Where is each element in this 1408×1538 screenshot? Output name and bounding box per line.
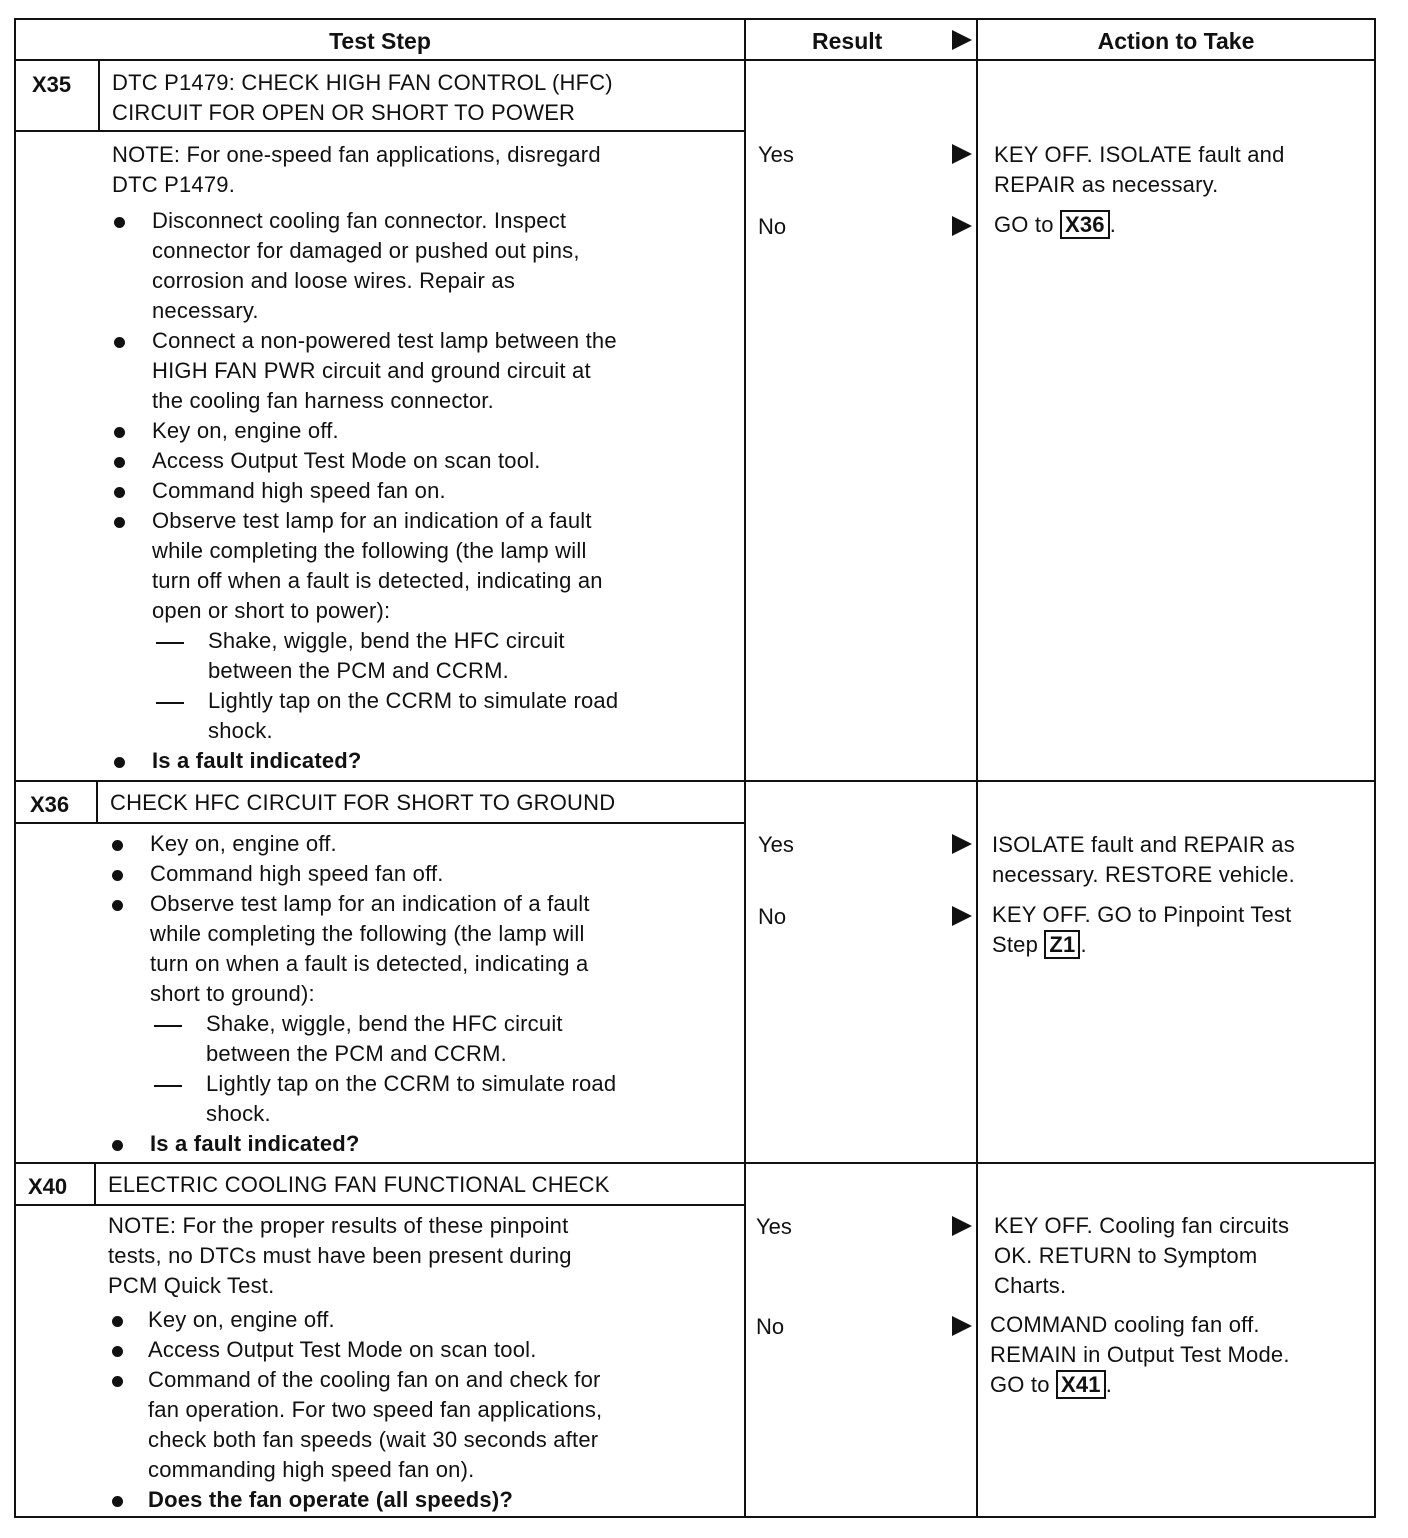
result-yes: Yes [758,142,794,167]
header-test-step: Test Step [329,28,431,54]
action-no: KEY OFF. GO to Pinpoint Test Step Z1 . [992,902,1292,957]
bullet-item: Key on, engine off. [150,831,337,856]
bullet-item: Connect a non-powered test lamp between the HIGH FAN PWR circuit and ground circuit at the cooling fan harness connector. [152,328,617,413]
bullet-item: Observe test lamp for an indication of a fault while completing the following (the lamp will turn off when a fault is detected, indicating an open or short to power): [152,508,603,623]
arrow-icon [952,216,972,236]
dash-icon [156,642,184,644]
id-divider [98,60,100,132]
bullet-icon [112,1376,123,1387]
bullet-icon [114,487,125,498]
title-rule [16,822,746,824]
bullet-icon [112,900,123,911]
header-result: Result [812,28,883,54]
id-divider [96,782,98,824]
id-divider [94,1164,96,1206]
row-rule [16,1162,1374,1164]
step-ref-x36[interactable]: X36 [1060,210,1110,239]
bullet-item: Command of the cooling fan on and check for fan operation. For two speed fan applications, check both fan speeds (wait 30 seconds after commanding high speed fan on). [148,1367,603,1482]
bullet-icon [112,1316,123,1327]
bullet-icon [112,870,123,881]
action-yes: ISOLATE fault and REPAIR as necessary. RESTORE vehicle. [992,832,1295,887]
step-id: X35 [32,72,72,97]
note: NOTE: For one-speed fan applications, disregard DTC P1479. [112,142,601,197]
bullet-item: Observe test lamp for an indication of a fault while completing the following (the lamp will turn on when a fault is detected, indicating a short to ground): [150,891,590,1006]
bullet-icon [114,337,125,348]
header-arrow-icon [952,30,972,50]
dash-icon [154,1025,182,1027]
sub-item: Shake, wiggle, bend the HFC circuit between the PCM and CCRM. [208,628,565,683]
sub-item: Lightly tap on the CCRM to simulate road shock. [208,688,619,743]
diagnostic-table [14,18,1376,1518]
bullet-icon [114,757,125,768]
divider-result [744,20,746,1516]
bullet-icon [112,1496,123,1507]
question: Is a fault indicated? [152,748,362,773]
action-yes: KEY OFF. Cooling fan circuits OK. RETURN to Symptom Charts. [994,1213,1290,1298]
bullet-icon [114,427,125,438]
bullet-icon [114,517,125,528]
sub-item: Shake, wiggle, bend the HFC circuit between the PCM and CCRM. [206,1011,563,1066]
action-yes: KEY OFF. ISOLATE fault and REPAIR as necessary. [994,142,1285,197]
result-yes: Yes [758,832,794,857]
result-no: No [758,214,787,239]
bullet-item: Access Output Test Mode on scan tool. [152,448,541,473]
result-yes: Yes [756,1214,792,1239]
bullet-item: Command high speed fan on. [152,478,446,503]
action-no: COMMAND cooling fan off. REMAIN in Output Test Mode. GO to X41 . [990,1312,1290,1397]
bullet-item: Key on, engine off. [152,418,339,443]
bullet-item: Command high speed fan off. [150,861,444,886]
result-no: No [756,1314,785,1339]
arrow-icon [952,834,972,854]
sub-item: Lightly tap on the CCRM to simulate road shock. [206,1071,617,1126]
bullet-item: Disconnect cooling fan connector. Inspect connector for damaged or pushed out pins, corrosion and loose wires. Repair as necessary. [152,208,580,323]
arrow-icon [952,144,972,164]
arrow-icon [952,906,972,926]
divider-action [976,20,978,1516]
step-title: DTC P1479: CHECK HIGH FAN CONTROL (HFC) CIRCUIT FOR OPEN OR SHORT TO POWER [112,70,613,125]
row-rule [16,780,1374,782]
arrow-icon [952,1316,972,1336]
step-ref-z1[interactable]: Z1 [1044,930,1080,959]
bullet-item: Access Output Test Mode on scan tool. [148,1337,537,1362]
title-rule [16,1204,746,1206]
title-rule [16,130,746,132]
step-id: X36 [30,792,70,817]
bullet-icon [114,217,125,228]
step-title: CHECK HFC CIRCUIT FOR SHORT TO GROUND [110,790,616,815]
bullet-icon [112,1346,123,1357]
arrow-icon [952,1216,972,1236]
bullet-icon [114,457,125,468]
question: Does the fan operate (all speeds)? [148,1487,513,1512]
header-rule [16,59,1374,61]
step-title: ELECTRIC COOLING FAN FUNCTIONAL CHECK [108,1172,610,1197]
dash-icon [156,702,184,704]
note: NOTE: For the proper results of these pinpoint tests, no DTCs must have been present during PCM Quick Test. [108,1213,572,1298]
bullet-icon [112,1140,123,1151]
result-no: No [758,904,787,929]
step-ref-x41[interactable]: X41 [1056,1370,1106,1399]
dash-icon [154,1085,182,1087]
step-id: X40 [28,1174,68,1199]
question: Is a fault indicated? [150,1131,360,1156]
action-no: GO to X36 . [994,212,1117,237]
bullet-item: Key on, engine off. [148,1307,335,1332]
bullet-icon [112,840,123,851]
header-action: Action to Take [1097,28,1255,54]
